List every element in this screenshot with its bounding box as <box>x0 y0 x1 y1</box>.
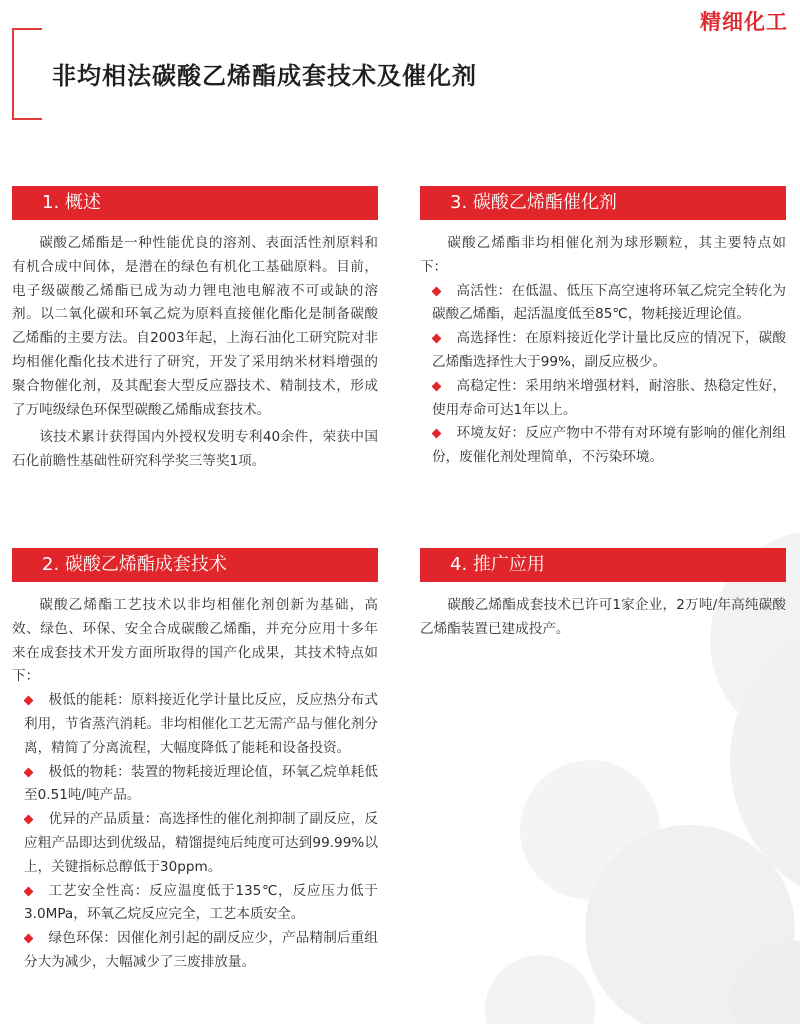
bullet-text: 优异的产品质量：高选择性的催化剂抑制了副反应，反应粗产品即达到优级品，精馏提纯后纯度可达到99.99%以上，关键指标总醇低于30ppm。 <box>24 811 378 875</box>
section-overview <box>12 186 378 474</box>
paragraph: 该技术累计获得国内外授权发明专利40余件，荣获中国石化前瞻性基础性研究科学奖三等奖1项。 <box>12 429 378 470</box>
bullet-text: 环境友好：反应产物中不带有对环境有影响的催化剂组份，废催化剂处理简单，不污染环境。 <box>432 425 786 466</box>
page-title: 非均相法碳酸乙烯酯成套技术及催化剂 <box>52 62 477 90</box>
bullet-text: 极低的能耗：原料接近化学计量比反应，反应热分布式利用，节省蒸汽消耗。非均相催化工艺无需产品与催化剂分离，精简了分离流程，大幅度降低了能耗和设备投资。 <box>24 692 378 756</box>
paragraph: 碳酸乙烯酯工艺技术以非均相催化剂创新为基础，高效、绿色、环保、安全合成碳酸乙烯酯，并充分应用十多年来在成套技术开发方面所取得的国产化成果，其技术特点如下： <box>12 597 378 685</box>
feature-bullet <box>420 280 786 328</box>
feature-bullet <box>420 422 786 470</box>
decor-circle <box>485 955 595 1024</box>
section-catalyst <box>420 186 786 470</box>
category-label: 精细化工 <box>700 10 788 34</box>
section-heading: 3. 碳酸乙烯酯催化剂 <box>420 186 786 220</box>
feature-bullet <box>420 375 786 423</box>
feature-bullet <box>12 808 378 879</box>
section-application <box>420 548 786 642</box>
section-body <box>420 232 786 470</box>
feature-bullet <box>12 689 378 760</box>
section-heading: 4. 推广应用 <box>420 548 786 582</box>
bullet-text: 高活性：在低温、低压下高空速将环氧乙烷完全转化为碳酸乙烯酯，起活温度低至85℃，物耗接近理论值。 <box>432 282 786 323</box>
paragraph: 碳酸乙烯酯是一种性能优良的溶剂、表面活性剂原料和有机合成中间体，是潜在的绿色有机化工基础原料。目前，电子级碳酸乙烯酯已成为动力锂电池电解液不可或缺的溶剂。以二氧化碳和环氧乙烷为原料直接催化酯化是制备碳酸乙烯酯的主要方法。自2003年起，上海石油化工研究院对非均相催化酯化技术进行了研究，开发了采用纳米材料增强的聚合物催化剂，及其配套大型反应器技术、精制技术，形成了万吨级绿色环保型碳酸乙烯酯成套技术。 <box>12 235 378 418</box>
section-body <box>12 594 378 975</box>
feature-bullet <box>420 327 786 375</box>
feature-bullet <box>12 880 378 928</box>
feature-bullet <box>12 761 378 809</box>
bullet-text: 工艺安全性高：反应温度低于135℃，反应压力低于3.0MPa，环氧乙烷反应完全，工艺本质安全。 <box>24 882 378 923</box>
bullet-text: 高稳定性：采用纳米增强材料，耐溶胀、热稳定性好，使用寿命可达1年以上。 <box>432 377 786 418</box>
bullet-text: 绿色环保：因催化剂引起的副反应少，产品精制后重组分大为减少，大幅减少了三废排放量。 <box>24 930 378 970</box>
feature-bullet <box>12 927 378 975</box>
section-body <box>12 232 378 474</box>
paragraph: 碳酸乙烯酯成套技术已许可1家企业，2万吨/年高纯碳酸乙烯酯装置已建成投产。 <box>420 597 786 637</box>
section-complete-technology <box>12 548 378 975</box>
paragraph: 碳酸乙烯酯非均相催化剂为球形颗粒，其主要特点如下： <box>420 235 786 275</box>
section-heading: 2. 碳酸乙烯酯成套技术 <box>12 548 378 582</box>
section-body <box>420 594 786 642</box>
title-frame <box>12 28 42 120</box>
bullet-text: 极低的物耗：装置的物耗接近理论值，环氧乙烷单耗低至0.51吨/吨产品。 <box>24 763 378 804</box>
section-heading: 1. 概述 <box>12 186 378 220</box>
bullet-text: 高选择性：在原料接近化学计量比反应的情况下，碳酸乙烯酯选择性大于99%，副反应极少。 <box>432 330 786 370</box>
